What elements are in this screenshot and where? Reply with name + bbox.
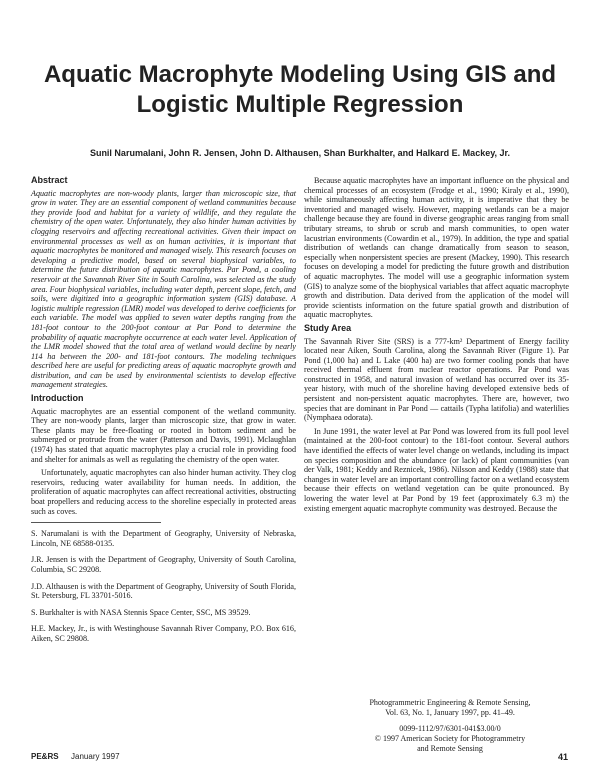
abstract-heading: Abstract — [31, 175, 68, 185]
intro-paragraph-1: Aquatic macrophytes are an essential component of the wetland community. They are non-woody plants, larger than microscopic size, that grow in water. These plants may be free-floating or rooted in bottom sediment and be submerged or protrude from the water (Patterson and Davis, 1991). Mclaughlan (1974) has stated that aquatic macrophytes play a crucial role in providing food and shelter for animals as well as regulating the chemistry of the open water. — [31, 406, 296, 464]
publication-info — [330, 698, 570, 754]
intro-paragraph-3: Because aquatic macrophytes have an important influence on the physical and chemical processes of an ecosystem (Frodge et al., 1990; Kiraly et al., 1990), while simultaneously affecting human activity, it is imperative that they be inventoried and managed wisely. However, mapping wetlands can be a major challenge because they are found in diverse geographic areas ranging from small tributary streams, to shrub or scrub and marsh communities, to open water lacustrian environments (Cowardin et al., 1979). In addition, the type and spatial distribution of wetlands can change dramatically from season to season, especially when nonpersistent species are present (Mackey, 1990). This research focuses on developing a model for predicting the future growth and distribution of aquatic macrophytes. The model will use a geographic information system (GIS) to analyze some of the biophysical variables that affect aquatic macrophyte growth and distribution. Data derived from the application of the model will provide scientists information on the future spatial growth and distribution of aquatic macrophytes. — [304, 176, 569, 320]
intro-paragraph-2: Unfortunately, aquatic macrophytes can also hinder human activity. They clog reservoirs, reducing water availability for human needs. In addition, the proliferation of aquatic macrophytes can affect recreational activities, obstructing boat propellers and reducing access to the shoreline especially in protected areas such as coves. — [31, 468, 296, 516]
affiliation-note: S. Narumalani is with the Department of Geography, University of Nebraska, Lincoln, NE 68588-0135. — [31, 529, 296, 548]
title-line-1: Aquatic Macrophyte Modeling Using GIS and — [43, 61, 557, 88]
copyright-line-2: and Remote Sensing — [417, 744, 483, 753]
author-list: Sunil Narumalani, John R. Jensen, John D. Althausen, Shan Burkhalter, and Halkard E. Mackey, Jr. — [89, 148, 511, 158]
study-area-paragraph-2: In June 1991, the water level at Par Pond was lowered from its full pool level (maintained at the 200-foot contour) to the 181-foot contour. Several authors have identified the effects of water level change on wetlands, including its impact on species composition and the abundance (or lack) of plant communities (van der Valk, 1981; Keddy and Reznicek, 1986). Nilsson and Keddy (1988) state that changes in water level are an important controlling factor on a wetland ecosystem because their effects on wetland vegetation can be quite pronounced. By lowering the water level at Par Pond by 19 feet (approximately 6.3 m) the existing emergent aquatic macrophyte community was destroyed. Because the — [304, 426, 569, 513]
study-area-paragraph-1: The Savannah River Site (SRS) is a 777-km² Department of Energy facility located near Aiken, South Carolina, along the Savannah River (Figure 1). Par Pond (1,000 ha) and L Lake (400 ha) are two former cooling ponds that have received thermal effluent from nuclear reactor operations. Par Pond was constructed in 1958, and natural invasion of wetland has occurred over its 35-year history, with much of the shoreline having developed extensive beds of persistent and non-persistent aquatic macrophytes. There are, however, two species that are dominant in Par Pond — cattails (Typha latifolia) and waterlilies (Nymphaea odorata). — [304, 336, 569, 423]
page-number: 41 — [557, 752, 568, 762]
footer-date: January 1997 — [71, 752, 120, 761]
page-footer — [31, 752, 568, 761]
left-column — [31, 176, 296, 651]
affiliation-note: J.D. Althausen is with the Department of Geography, University of South Florida, St. Petersburg, FL 33701-5016. — [31, 581, 296, 601]
article-code: 0099-1112/97/6301-041$3.00/0 — [399, 724, 501, 733]
introduction-heading: Introduction — [31, 393, 84, 404]
copyright-line: © 1997 American Society for Photogrammetry — [374, 734, 526, 743]
abstract-text: Aquatic macrophytes are non-woody plants, larger than microscopic size, that grow in water. They are an essential component of wetland communities because they provide food and habitat for a variety of wildlife, and they regulate the chemistry of the open water. Unfortunately, they also hinder human activities by clogging reservoirs and affecting recreational activities. Given their impact on environmental processes as well as on human activities, it is important that aquatic macrophytes be monitored and managed wisely. This research focuses on developing a predictive model, based on several biophysical variables, to determine the future distribution of aquatic macrophytes. Par Pond, a cooling reservoir at the Savannah River Site in South Carolina, was selected as the study area. Four biophysical variables, including water depth, percent slope, fetch, and soils, were digitized into a geographic information system (GIS) database. A logistic multiple regression (LMR) model was developed to derive coefficients for each variable. The model was applied to seven water depths ranging from the 181-foot contour to the 200-foot contour at Par Pond to determine the probability of aquatic macrophyte occurrence at each water level. Application of the LMR model showed that the total area of wetland would decline by nearly 114 ha between the 200- and 181-foot contours. The modeling techniques described here are useful for predicting areas of aquatic macrophyte growth and distribution, and can be used by environmental scientists to develop effective management strategies. — [31, 188, 296, 390]
affiliation-note: J.R. Jensen is with the Department of Geography, University of South Carolina, Columbia, SC 29208. — [31, 555, 296, 574]
journal-volume: Vol. 63, No. 1, January 1997, pp. 41–49. — [385, 708, 515, 717]
title-line-2: Logistic Multiple Regression — [136, 91, 464, 118]
affiliation-note: H.E. Mackey, Jr., is with Westinghouse Savannah River Company, P.O. Box 616, Aiken, SC 29808. — [31, 624, 296, 643]
right-column — [304, 176, 569, 517]
journal-name: Photogrammetric Engineering & Remote Sensing, — [369, 698, 531, 707]
study-area-heading: Study Area — [304, 322, 352, 333]
affiliation-note: S. Burkhalter is with NASA Stennis Space Center, SSC, MS 39529. — [31, 607, 251, 617]
footer-journal: PE&RS — [31, 752, 59, 761]
article-title — [40, 60, 560, 120]
footnote-divider — [31, 522, 161, 523]
